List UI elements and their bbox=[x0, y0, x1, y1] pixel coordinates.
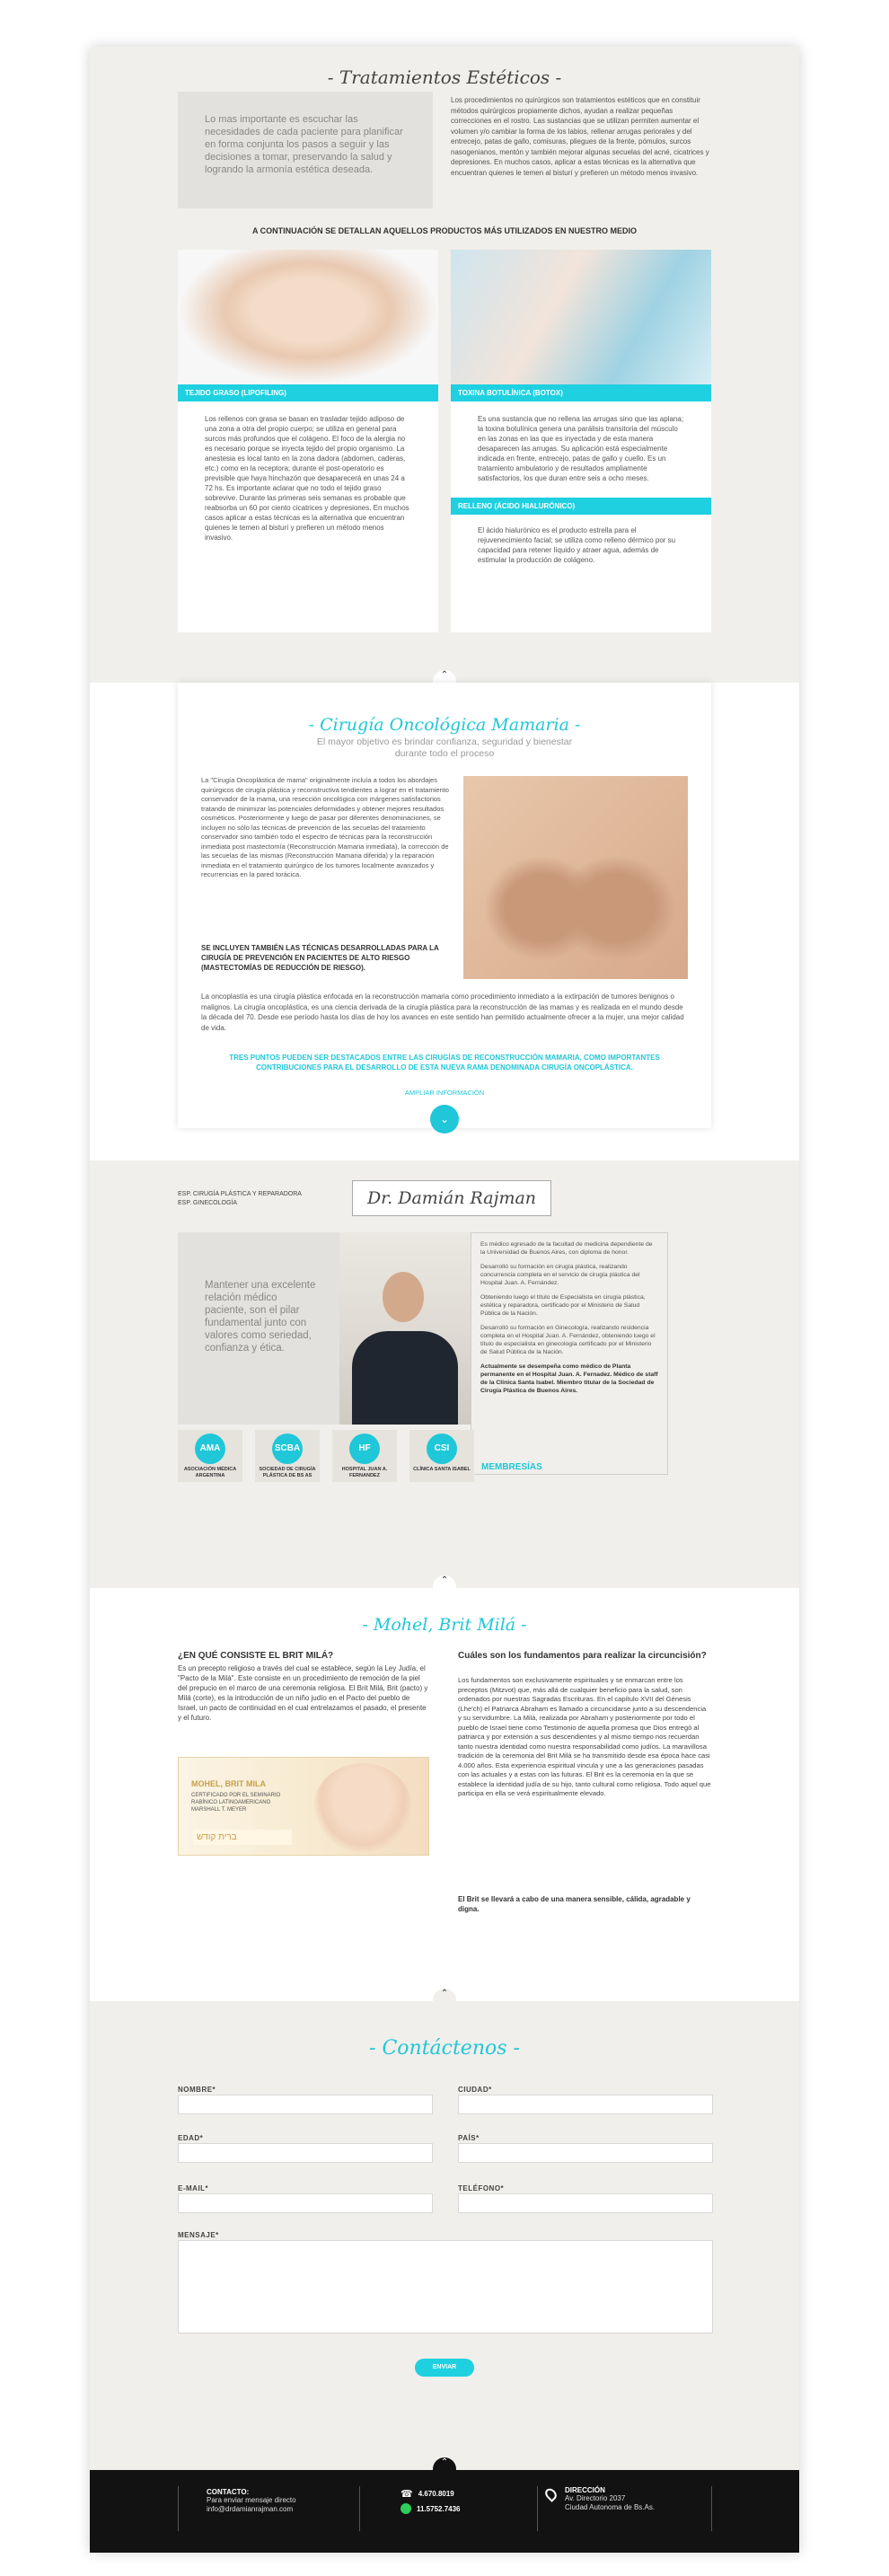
card-lipofiling-title: TEJIDO GRASO (LIPOFILING) bbox=[178, 384, 438, 401]
footer-contact-label: CONTACTO: bbox=[207, 2488, 250, 2496]
membership-label: CLÍNICA SANTA ISABEL bbox=[413, 1467, 471, 1472]
footer-divider-3 bbox=[537, 2486, 538, 2531]
footer-contact-text: Para enviar mensaje directo bbox=[207, 2496, 296, 2504]
tratamientos-section bbox=[90, 47, 799, 683]
doctor-quote-box bbox=[178, 1232, 339, 1425]
footer-dir-1: Av. Directorio 2037 bbox=[565, 2494, 626, 2502]
oncologica-card bbox=[178, 683, 711, 1128]
card-botox bbox=[451, 250, 711, 632]
membership-santa-isabel bbox=[409, 1430, 474, 1482]
bio-5: Actualmente se desempeña como médico de Planta permanente en el Hospital Juan. A. Fernadez. Médico de staff de la Clínica Santa Isabel. Miembro titular de la Sociedad de Cirugía Plástica de Buenos Aires. bbox=[480, 1363, 658, 1394]
ciudad-label: CIUDAD* bbox=[458, 2086, 492, 2094]
oncologica-para1: La "Cirugía Oncoplástica de mama" originalmente incluía a todos los abordajes quirúrgicos de cirugía plástica y reconstructiva tendientes a lograr en el tratamiento conservador de la mama, una resección oncológica con márgenes satisfactorios tratando de minimizar las potenciales deformidades y obtener mejores resultados cosméticos. Posteriormente y luego de pasar por diferentes denominaciones, se incluyen no sólo las técnicas de prevención de las secuelas del tratamiento conservador sino también todo el espectro de técnicas para la reconstrucción inmediata post mastectomía (Reconstrucción Mamaria inmediata), la corrección de las secuelas de las mismas (Reconstrucción Mamaria diferida) y la reparación inmediata en el tratamiento quirúrgico de los tumores localmente avanzados y recurrencias en la pared torácica. bbox=[201, 776, 449, 878]
brit-closing: El Brit se llevará a cabo de una manera sensible, cálida, agradable y digna. bbox=[458, 1895, 691, 1913]
tratamientos-title: - Tratamientos Estéticos - bbox=[327, 66, 562, 88]
membership-label: ASOCIACIÓN MÉDICA ARGENTINA bbox=[183, 1467, 237, 1478]
memberships-row bbox=[178, 1430, 474, 1486]
membership-label: HOSPITAL JUAN A. FERNANDEZ bbox=[341, 1467, 388, 1478]
bio-4: Desarrolló su formación en Ginecología, realizando residencia completa en el Hospital Juan. A. Fernández, obteniendo luego el título de especialista en ginecología certificado por el Ministerio de Salud Pública de la Nación. bbox=[480, 1325, 656, 1355]
card-botox-text: Es una sustancia que no rellena las arrugas sino que las aplana; la toxina botulínica genera una parálisis transitoria del músculo en las zonas en las que es inyectada y de esta manera desaparecen las arrugas. Su aplicación está especialmente indicada en frente, entrecejo, patas de gallo y cuello. Es un tratamiento ambulatorio y de resultados ampliamente satisfactorios, los que duran entre seis a ocho meses. bbox=[478, 415, 684, 482]
oncologica-para2: La oncoplastía es una cirugía plástica enfocada en la reconstrucción mamaria como procedimiento inmediato a la extirpación de tumores benignos o malignos. La cirugía oncoplástica, es una ciencia derivada de la cirugía plástica para la reconstrucción de las mamas y es realizada en el mundo desde la década del 70. Desde ese período hasta los días de hoy los avances en este sentido han permitido actualmente ofrecer a la mujer, una mejor calidad de vida. bbox=[201, 992, 684, 1032]
scroll-up-button[interactable]: ⌃ bbox=[433, 1989, 456, 2001]
tratamientos-subtitle: A CONTINUACIÓN SE DETALLAN AQUELLOS PRODUCTOS MÁS UTILIZADOS EN NUESTRO MEDIO bbox=[251, 226, 637, 235]
breast-photo bbox=[463, 776, 688, 979]
ciudad-input[interactable] bbox=[458, 2095, 713, 2114]
scroll-up-button[interactable]: ⌃ bbox=[433, 670, 456, 683]
footer-address bbox=[546, 2486, 708, 2512]
phone-row-2 bbox=[400, 2501, 517, 2517]
botox-photo bbox=[451, 250, 711, 384]
quote-box bbox=[178, 92, 433, 208]
doctor-specialty-1: ESP. CIRUGÍA PLÁSTICA Y REPARADORA bbox=[178, 1191, 302, 1197]
telefono-input[interactable] bbox=[458, 2193, 713, 2213]
pais-input[interactable] bbox=[458, 2143, 713, 2163]
scba-icon: SCBA bbox=[272, 1434, 303, 1464]
baby-photo bbox=[313, 1763, 412, 1853]
doctor-photo bbox=[339, 1232, 471, 1425]
contact-title: - Contáctenos - bbox=[369, 2037, 520, 2060]
bio-3: Obteniendo luego el título de Especialista en cirugía plástica, estética y reparadora, certificado por el Ministerio de Salud Pública de la Nación. bbox=[480, 1294, 646, 1317]
clinica-icon: CSI bbox=[427, 1434, 457, 1464]
card-botox-title: TOXINA BOTULÍNICA (BOTOX) bbox=[451, 384, 711, 401]
enviar-button[interactable]: ENVIAR bbox=[415, 2359, 474, 2377]
telefono-label: TELÉFONO* bbox=[458, 2184, 505, 2192]
footer-divider-2 bbox=[359, 2486, 360, 2531]
address-block bbox=[565, 2486, 655, 2512]
doctor-suit bbox=[352, 1331, 458, 1425]
email-input[interactable] bbox=[178, 2193, 433, 2213]
brit-q2: Cuáles son los fundamentos para realizar la circuncisión? bbox=[458, 1651, 707, 1661]
doctor-head bbox=[383, 1272, 424, 1322]
footer-divider-4 bbox=[711, 2486, 712, 2531]
ampliar-button[interactable]: ⌄ bbox=[430, 1105, 459, 1134]
ampliar-link[interactable]: AMPLIAR INFORMACIÓN bbox=[404, 1089, 485, 1097]
scroll-up-button[interactable]: ⌃ bbox=[433, 1575, 456, 1588]
phone-row-1 bbox=[400, 2486, 517, 2501]
mensaje-label: MENSAJE* bbox=[178, 2231, 219, 2239]
edad-label: EDAD* bbox=[178, 2134, 204, 2142]
doctor-quote: Mantener una excelente relación médico paciente, son el pilar fundamental junto con valores como seriedad, confianza y ética. bbox=[205, 1280, 316, 1354]
phone-icon: ☎ bbox=[400, 2488, 413, 2500]
oncologica-section bbox=[90, 683, 799, 1160]
oncologica-title: - Cirugía Oncológica Mamaria - bbox=[308, 715, 581, 735]
card-lipofiling-text: Los rellenos con grasa se basan en trasladar tejido adiposo de una zona a otra del propio cuerpo; se utiliza en general para surcos más profundos que el colágeno. El foco de la alergia no es necesario porque se inyecta tejido del propio organismo. La anestesia es local tanto en la zona dadora (abdomen, caderas, etc.) como en la receptora; durante el post-operatorio es previsible que haya hinchazón que desaparecerá en unas 24 a 72 hs. Es importante aclarar que no todo el tejido graso sobrevive. Durante las primeras seis semanas es probable que reabsorba un 60 por ciento cicatrices y depresiones. En muchos casos aplicar a estas técnicas es la alternativa que encuentran quienes le temen al bisturí y prefieren un método menos invasivo. bbox=[205, 415, 409, 542]
doctor-section bbox=[90, 1160, 799, 1588]
brit-a1: Es un precepto religioso a través del cual se establece, según la Ley Judía, el "Pacto de la Milá". Este consiste en un procedimiento de remoción de la piel del prepucio en el marco de una ceremonia religiosa. El Brit Milá, Brit (pacto) y Milá (corte), es la introducción de un niño judío en el Pacto del pueblo de Israel, un pacto de continuidad en el cual entrelazamos el pasado, el presente y el futuro. bbox=[178, 1664, 428, 1722]
oncologica-bold-note: SE INCLUYEN TAMBIÉN LAS TÉCNICAS DESARROLLADAS PARA LA CIRUGÍA DE PREVENCIÓN EN PACIENTES DE ALTO RIESGO (MASTECTOMÍAS DE REDUCCIÓN DE RIESGO). bbox=[201, 944, 439, 972]
quote-text: Lo mas importante es escuchar las necesidades de cada paciente para planificar en forma conjunta los pasos a seguir y las decisiones a tomar, preservando la salud y logrando la armonía estética deseada. bbox=[205, 114, 403, 175]
edad-input[interactable] bbox=[178, 2143, 433, 2163]
ama-icon: AMA bbox=[195, 1434, 225, 1464]
footer bbox=[90, 2470, 799, 2553]
doctor-bio-box bbox=[471, 1232, 668, 1475]
scroll-up-button[interactable]: ⌃ bbox=[433, 2457, 456, 2470]
card-lipofiling bbox=[178, 250, 438, 632]
membership-label: SOCIEDAD DE CIRUGÍA PLÁSTICA DE BS AS bbox=[259, 1467, 316, 1478]
bio-1: Es médico egresado de la facultad de medicina dependiente de la Universidad de Buenos Aires, con diploma de honor. bbox=[480, 1241, 653, 1256]
banner-title: MOHEL, BRIT MILA bbox=[191, 1779, 266, 1788]
phone-1[interactable]: 4.670.8019 bbox=[418, 2489, 454, 2498]
tratamientos-intro: Los procedimientos no quirúrgicos son tratamientos estéticos que en constituir métodos quirúrgicos propiamente dichos, ayudan a realizar pequeñas correcciones en el rostro. Las sustancias que se utilizan permiten aumentar el volumen y/o cambiar la forma de los labios, rellenar arrugas periorales y del entrecejo, patas de gallo, comisuras, pliegues de la frente, pómulos, surcos nasogenianos, mentón y también mejorar algunas secuelas del acné, cicatrices y depresiones. En muchos casos, aplicar a estas técnicas es la alternativa que encuentran quienes le temen al bisturí y prefieren un método menos invasivo. bbox=[451, 96, 709, 177]
membership-scba bbox=[255, 1430, 320, 1482]
memberships-label: MEMBRESÍAS bbox=[481, 1462, 542, 1472]
mensaje-textarea[interactable] bbox=[178, 2240, 713, 2333]
face-photo bbox=[178, 250, 438, 384]
brit-title: - Mohel, Brit Milá - bbox=[362, 1615, 527, 1635]
whatsapp-icon bbox=[400, 2503, 411, 2514]
nombre-label: NOMBRE* bbox=[178, 2086, 216, 2094]
phone-2[interactable]: 11.5752.7436 bbox=[417, 2504, 461, 2513]
footer-phones bbox=[400, 2486, 517, 2517]
footer-dir-label: DIRECCIÓN bbox=[565, 2486, 605, 2494]
brit-q1: ¿EN QUÉ CONSISTE EL BRIT MILÁ? bbox=[178, 1651, 334, 1661]
page-container bbox=[90, 47, 799, 2553]
card-relleno-title: RELLENO (ÁCIDO HIALURÓNICO) bbox=[451, 498, 711, 515]
brit-section bbox=[90, 1588, 799, 2001]
footer-email[interactable]: info@drdamianrajman.com bbox=[207, 2505, 294, 2513]
banner-hebrew: ברית קודש bbox=[193, 1830, 292, 1845]
oncologica-tagline: El mayor objetivo es brindar confianza, seguridad y bienestar durante todo el proceso bbox=[316, 737, 573, 759]
footer-dir-2: Ciudad Autonoma de Bs.As. bbox=[565, 2503, 656, 2511]
membership-fernandez bbox=[332, 1430, 397, 1482]
email-label: E-MAIL* bbox=[178, 2184, 209, 2192]
location-pin-icon bbox=[543, 2486, 559, 2502]
footer-contact bbox=[207, 2488, 359, 2514]
pais-label: PAÍS* bbox=[458, 2134, 480, 2142]
oncologica-highlight: TRES PUNTOS PUEDEN SER DESTACADOS ENTRE LAS CIRUGÍAS DE RECONSTRUCCIÓN MAMARIA, COMO IMPORTANTES CONTRIBUCIONES PARA EL DESARROLLO DE ESTA NUEVA RAMA DENOMINADA CIRUGÍA ONCOPLÁSTICA. bbox=[229, 1054, 660, 1072]
doctor-name: Dr. Damián Rajman bbox=[352, 1180, 551, 1216]
brit-a2: Los fundamentos son exclusivamente espirituales y se enmarcan entre los preceptos (Mitzvot) que, más allá de cualquier beneficio para la salud, son ordenados por nuestras Sagradas Escrituras. En el capítulo XVII del Génesis (Lhe'ch) el Patriarca Abraham es llamado a circuncidarse junto a su descendencia y su servidumbre. La Milá, realizada por Abraham y posteriormente por todo el pueblo de Israel tiene como Testimonio de aquella promesa que Dios entregó al patriarca y por extensión a sus descendientes y al mismo tiempo nos recuerdan tanto nuestra identidad como nuestra responsabilidad como judíos. La maravillosa tradición de la ceremonia del Brit Milá se ha transmitido desde esa época hace casi 4.000 años. Esta experiencia espiritual vincula y une a las generaciones pasadas con las actuales y a estas con las futuras. El Brit es la ceremonia en la que se establece la identidad judía de su hijo, tanto cultural como religiosa. Todo aquel que participa en ella se verá espiritualmente elevado. bbox=[458, 1676, 711, 1797]
membership-ama bbox=[178, 1430, 242, 1482]
hospital-icon: HF bbox=[349, 1434, 380, 1464]
brit-banner bbox=[178, 1757, 429, 1856]
nombre-input[interactable] bbox=[178, 2095, 433, 2114]
card-relleno-text: El ácido hialurónico es el producto estrella para el rejuvenecimiento facial; se utiliza como relleno dérmico por su capacidad para retener líquido y atraer agua, además de estimular la producción de colágeno. bbox=[478, 526, 676, 564]
bio-2: Desarrolló su formación en cirugía plástica, realizando concurrencia completa en el servicio de cirugía plástica del Hospital Juan. A. Fernández. bbox=[480, 1264, 640, 1286]
doctor-specialty-2: ESP. GINECOLOGÍA bbox=[178, 1200, 238, 1206]
banner-text: CERTIFICADO POR EL SEMINARIO RABÍNICO LATINOAMERICANO MARSHALL T. MEYER bbox=[191, 1793, 281, 1813]
footer-divider-1 bbox=[178, 2486, 179, 2531]
contact-section bbox=[90, 2001, 799, 2470]
